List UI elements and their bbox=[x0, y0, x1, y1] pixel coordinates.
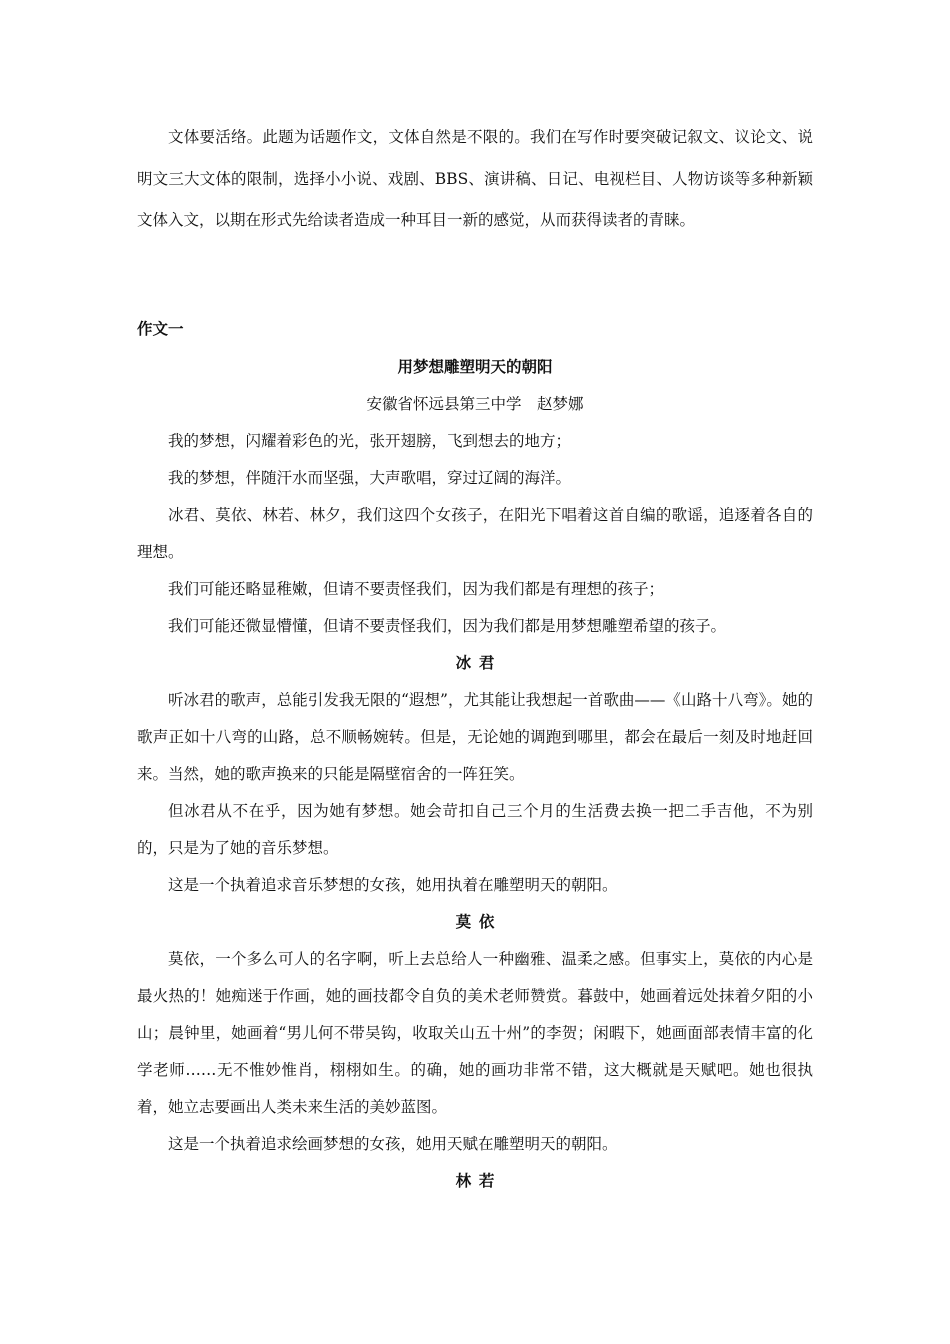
section-paragraph: 这是一个执着追求音乐梦想的女孩，她用执着在雕塑明天的朝阳。 bbox=[168, 876, 618, 894]
section-heading-linruo: 林若 bbox=[455, 1172, 503, 1190]
section-heading-moyi: 莫依 bbox=[455, 913, 503, 931]
section-paragraph: 这是一个执着追求绘画梦想的女孩，她用天赋在雕塑明天的朝阳。 bbox=[168, 1135, 618, 1153]
essay-author: 安徽省怀远县第三中学 赵梦娜 bbox=[366, 395, 584, 413]
essay-paragraph: 冰君、莫依、林若、林夕，我们这四个女孩子，在阳光下唱着这首自编的歌谣，追逐着各自的理想。 bbox=[137, 506, 813, 561]
section-paragraph: 但冰君从不在乎，因为她有梦想。她会苛扣自己三个月的生活费去换一把二手吉他，不为别的，只是为了她的音乐梦想。 bbox=[137, 802, 813, 857]
section-paragraph: 莫依，一个多么可人的名字啊，听上去总给人一种幽雅、温柔之感。但事实上，莫依的内心是最火热的！她痴迷于作画，她的画技都令自负的美术老师赞赏。暮鼓中，她画着远处抹着夕阳的小山；晨钟里，她画着“男儿何不带吴钩，收取关山五十州”的李贺；闲暇下，她画面部表情丰富的化学老师……无不惟妙惟肖，栩栩如生。的确，她的画功非常不错，这大概就是天赋吧。她也很执着，她立志要画出人类未来生活的美妙蓝图。 bbox=[137, 950, 813, 1116]
section-paragraph: 听冰君的歌声，总能引发我无限的“遐想”，尤其能让我想起一首歌曲——《山路十八弯》。她的歌声正如十八弯的山路，总不顺畅婉转。但是，无论她的调跑到哪里，都会在最后一刻及时地赶回来。当然，她的歌声换来的只能是隔壁宿舍的一阵狂笑。 bbox=[137, 691, 813, 783]
essay-title: 用梦想雕塑明天的朝阳 bbox=[397, 358, 553, 376]
essay-label: 作文一 bbox=[137, 320, 184, 338]
essay-paragraph: 我们可能还微显懵懂，但请不要责怪我们，因为我们都是用梦想雕塑希望的孩子。 bbox=[168, 617, 727, 635]
section-heading-bingjun: 冰君 bbox=[455, 654, 503, 672]
essay-paragraph: 我们可能还略显稚嫩，但请不要责怪我们，因为我们都是有理想的孩子； bbox=[168, 580, 665, 598]
intro-paragraph: 文体要活络。此题为话题作文，文体自然是不限的。我们在写作时要突破记叙文、议论文、说明文三大文体的限制，选择小小说、戏剧、BBS、演讲稿、日记、电视栏目、人物访谈等多种新颖文体入文，以期在形式先给读者造成一种耳目一新的感觉，从而获得读者的青睐。 bbox=[137, 128, 813, 229]
essay-paragraph: 我的梦想，伴随汗水而坚强，大声歌唱，穿过辽阔的海洋。 bbox=[168, 469, 572, 487]
essay-paragraph: 我的梦想，闪耀着彩色的光，张开翅膀，飞到想去的地方； bbox=[168, 432, 572, 450]
essay bbox=[137, 349, 813, 1200]
